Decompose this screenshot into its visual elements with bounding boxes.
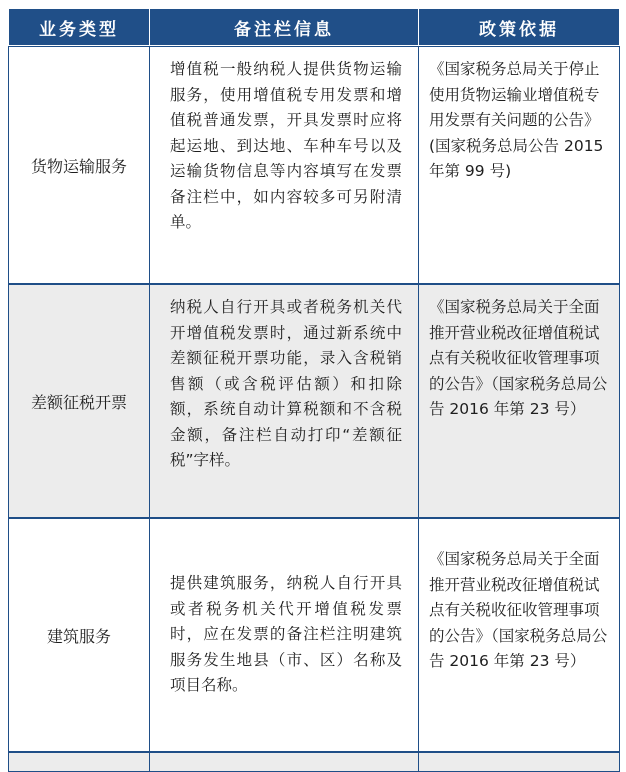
- table-header: [8, 8, 620, 46]
- remarks-cell: 增值税一般纳税人提供货物运输服务，使用增值税专用发票和增值税普通发票，开具发票时应将起运地、到达地、车种车号以及运输货物信息等内容填写在发票备注栏中，如内容较多可另附清单。: [149, 46, 419, 284]
- business-type-cell: 货物运输服务: [8, 46, 150, 284]
- policy-basis-cell: 《国家税务总局关于停止使用货物运输业增值税专用发票有关问题的公告》(国家税务总局公告 2015 年第 99 号): [418, 46, 620, 284]
- business-type-cell: 建筑服务: [8, 518, 150, 752]
- empty-cell: [8, 752, 150, 772]
- header-remarks-info: 备注栏信息: [149, 8, 419, 46]
- policy-table: [8, 8, 620, 758]
- remarks-cell: 纳税人自行开具或者税务机关代开增值税发票时，通过新系统中差额征税开票功能，录入含税销售额（或含税评估额）和扣除额，系统自动计算税额和不含税金额，备注栏自动打印“差额征税”字样。: [149, 284, 419, 518]
- policy-basis-cell: 《国家税务总局关于全面推开营业税改征增值税试点有关税收征收管理事项的公告》（国家税务总局公告 2016 年第 23 号）: [418, 284, 620, 518]
- header-policy-basis: 政策依据: [418, 8, 620, 46]
- table-row-partial: [8, 752, 620, 772]
- policy-basis-cell: 《国家税务总局关于全面推开营业税改征增值税试点有关税收征收管理事项的公告》（国家税务总局公告 2016 年第 23 号）: [418, 518, 620, 752]
- empty-cell: [149, 752, 419, 772]
- table-row: [8, 284, 620, 518]
- remarks-text: 提供建筑服务，纳税人自行开具或者税务机关代开增值税发票时，应在发票的备注栏注明建筑服务发生地县（市、区）名称及项目名称。: [170, 574, 402, 695]
- header-business-type: 业务类型: [8, 8, 150, 46]
- remarks-cell: [149, 518, 419, 752]
- table-row: [8, 518, 620, 752]
- table-row: [8, 46, 620, 284]
- empty-cell: [418, 752, 620, 772]
- business-type-cell: 差额征税开票: [8, 284, 150, 518]
